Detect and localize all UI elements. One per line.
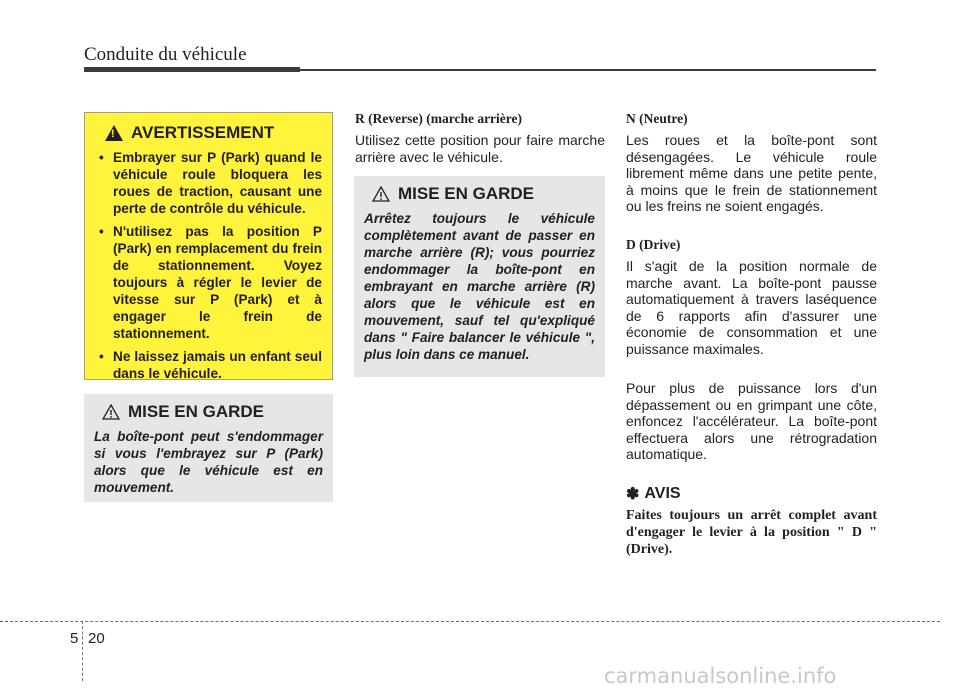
reverse-heading: R (Reverse) (marche arrière) [355, 111, 523, 126]
warning-item: • N'utilisez pas la position P (Park) en remplacement du frein de stationnement. Voyez toujours à régler le levier de vitesse sur P (Park) et à engager le frein de stationnement. [97, 223, 322, 342]
chapter-number: 5 [70, 630, 79, 647]
warning-box-header [105, 123, 322, 143]
notice-title [626, 484, 681, 504]
watermark: carmanualsonline.info [604, 664, 837, 688]
caution-box-header [372, 184, 595, 204]
warning-box-title: AVERTISSEMENT [131, 123, 275, 142]
caution-box-reverse [354, 176, 605, 377]
caution-box-header [102, 402, 323, 422]
drive-heading: D (Drive) [626, 237, 681, 252]
drive-text-2: Pour plus de puissance lors d'un dépassement ou en grimpant une côte, enfoncez l'accélérateur. La boîte-pont effectuera alors une rétrogradation automatique. [626, 380, 877, 462]
footer-divider [0, 621, 940, 622]
warning-list [97, 149, 322, 382]
notice-star-icon: ✽ [626, 486, 640, 503]
header-rule-thin [300, 69, 876, 71]
caution-box-title: MISE EN GARDE [398, 184, 535, 203]
notice-title-label: AVIS [644, 485, 681, 502]
drive-text: Il s'agit de la position normale de marche avant. La boîte-pont pausse automatiquement à travers laséquence de 6 rapports afin d'assurer une économie de consommation et une puissance maximales. [626, 258, 877, 357]
caution-box-text: La boîte-pont peut s'endommager si vous l'embrayez sur P (Park) alors que le véhicule est en mouvement. [94, 429, 323, 495]
warning-item: • Embrayer sur P (Park) quand le véhicule roule bloquera les roues de traction, causant une perte de contrôle du véhicule. [97, 149, 322, 217]
warning-box [84, 112, 333, 380]
warning-icon [105, 125, 123, 141]
footer-vertical-divider [82, 621, 83, 681]
page-header-title: Conduite du véhicule [84, 44, 247, 65]
neutral-heading: N (Neutre) [626, 111, 688, 126]
header-rule-thick [84, 67, 300, 72]
caution-box-park [84, 394, 333, 502]
caution-icon [102, 404, 120, 420]
caution-box-text: Arrêtez toujours le véhicule complètement avant de passer en marche arrière (R); vous pourriez endommager la boîte-pont en embrayant en marche arrière (R) alors que le véhicule est en mouvement, sauf tel qu'expliqué dans " Faire balancer le véhicule ", plus loin dans ce manuel. [364, 211, 595, 362]
caution-box-title: MISE EN GARDE [128, 402, 265, 421]
neutral-text: Les roues et la boîte-pont sont désengagées. Le véhicule roule librement même dans une petite pente, à moins que le frein de stationnement ou les freins ne soient engagés. [626, 132, 877, 214]
reverse-text: Utilisez cette position pour faire marche arrière avec le véhicule. [355, 132, 605, 165]
warning-item: • Ne laissez jamais un enfant seul dans le véhicule. [97, 348, 322, 382]
notice-text: Faites toujours un arrêt complet avant d'engager le levier à la position " D " (Drive). [626, 508, 877, 557]
caution-icon [372, 186, 390, 202]
page-number: 20 [88, 630, 105, 647]
